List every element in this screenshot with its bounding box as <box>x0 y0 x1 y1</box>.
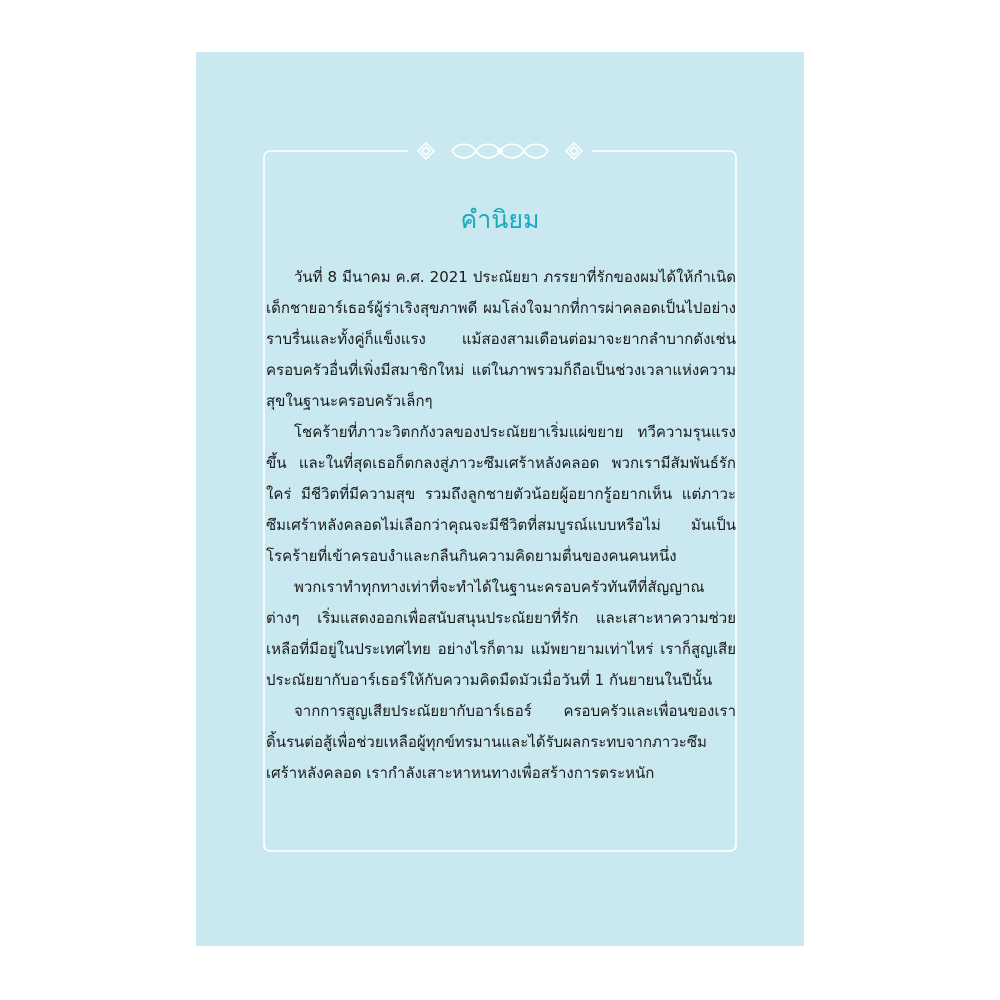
paragraph-4: จากการสูญเสียประณัยยากับอาร์เธอร์ ครอบครัวและเพื่อนของเราดิ้นรนต่อสู้เพื่อช่วยเหลือผู้ทุกข์ทรมานและได้รับผลกระทบจากภาวะซึมเศร้าหลังคลอด เรากำลังเสาะหาหนทางเพื่อสร้างการตระหนัก <box>266 702 736 782</box>
book-page <box>196 52 804 946</box>
paragraph-3: พวกเราทำทุกทางเท่าที่จะทำได้ในฐานะครอบครัวทันทีที่สัญญาณต่างๆ เริ่มแสดงออกเพื่อสนับสนุนประณัยยาที่รัก และเสาะหาความช่วยเหลือที่มีอยู่ในประเทศไทย อย่างไรก็ตาม แม้พยายามเท่าไหร่ เราก็สูญเสียประณัยยากับอาร์เธอร์ให้กับความคิดมืดมัวเมื่อวันที่ 1 กันยายนในปีนั้น <box>266 578 736 689</box>
frame-top-right-line <box>592 151 736 158</box>
top-ornament-icon <box>418 143 582 159</box>
paragraph-2: โชคร้ายที่ภาวะวิตกกังวลของประณัยยาเริ่มแผ่ขยาย ทวีความรุนแรงขึ้น และในที่สุดเธอก็ตกลงสู่ภาวะซึมเศร้าหลังคลอด พวกเรามีสัมพันธ์รักใคร่ มีชีวิตที่มีความสุข รวมถึงลูกชายตัวน้อยผู้อยากรู้อยากเห็น แต่ภาวะซึมเศร้าหลังคลอดไม่เลือกว่าคุณจะมีชีวิตที่สมบูรณ์แบบหรือไม่ มันเป็นโรคร้ายที่เข้าครอบงำและกลืนกินความคิดยามตื่นของคนคนหนึ่ง <box>266 423 736 565</box>
paragraph-1: วันที่ 8 มีนาคม ค.ศ. 2021 ประณัยยา ภรรยาที่รักของผมได้ให้กำเนิดเด็กชายอาร์เธอร์ผู้ร่าเริงสุขภาพดี ผมโล่งใจมากที่การผ่าคลอดเป็นไปอย่างราบรื่นและทั้งคู่ก็แข็งแรง แม้สองสามเดือนต่อมาจะยากลำบากดังเช่นครอบครัวอื่นที่เพิ่งมีสมาชิกใหม่ แต่ในภาพรวมก็ถือเป็นช่วงเวลาแห่งความสุขในฐานะครอบครัวเล็กๆ <box>266 268 736 410</box>
frame-bottom-line <box>264 844 736 851</box>
frame-top-left-line <box>264 151 408 158</box>
body-text <box>266 262 736 789</box>
page-title: คำนิยม <box>460 205 540 234</box>
